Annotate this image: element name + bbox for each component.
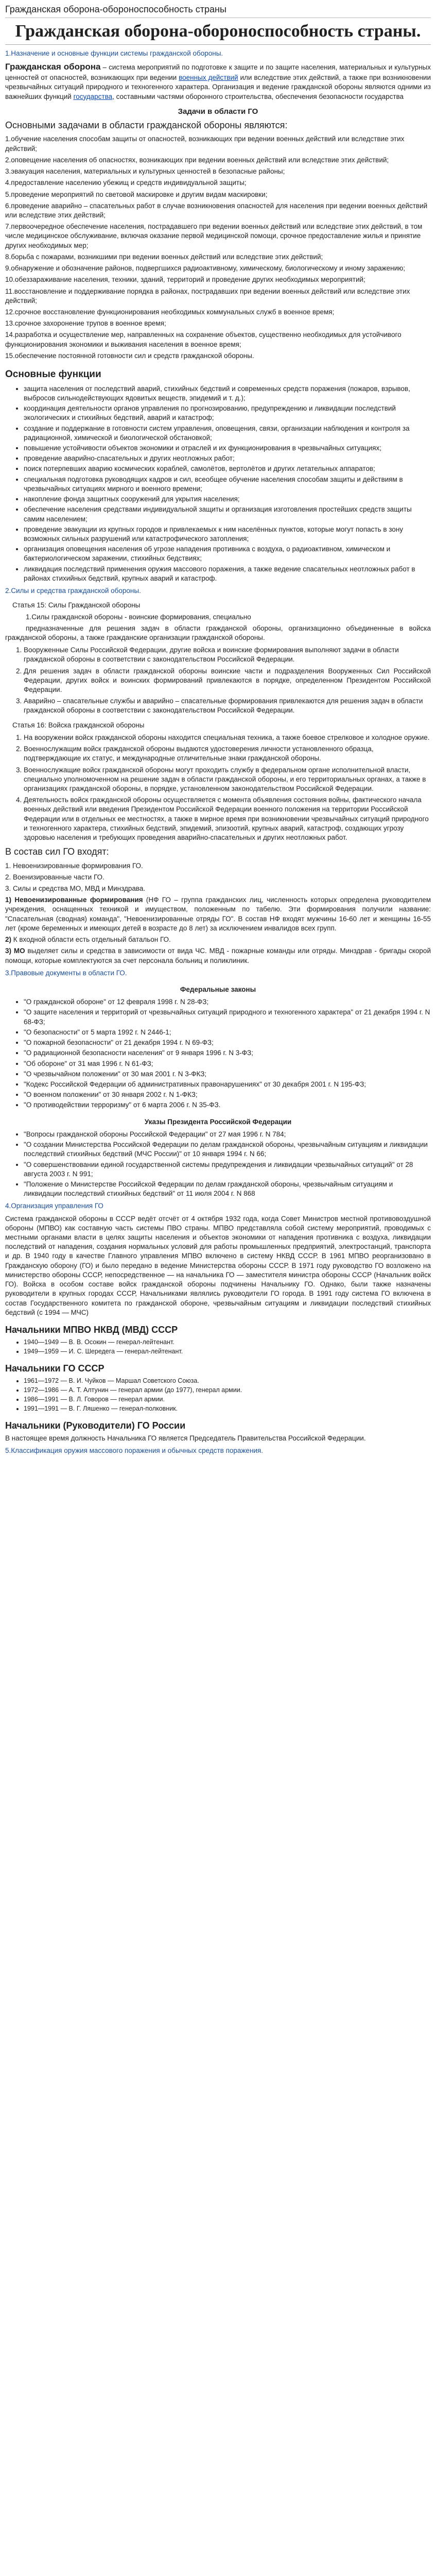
function-item: • проведение эвакуации из крупных городов и привлекаемых к ним населённых пунктов, которые могут попасть в зону возможных сильных разрушений или катастрофического затопления; bbox=[24, 525, 431, 544]
head-item: • 1940—1949 — В. В. Осокин — генерал-лейтенант. bbox=[24, 1338, 431, 1347]
mo-paragraph bbox=[5, 946, 431, 965]
task-item: 5.проведение мероприятий по световой маскировке и другим видам маскировки; bbox=[5, 190, 268, 198]
law-item: • "О чрезвычайном положении" от 30 мая 2001 г. N 3-ФКЗ; bbox=[24, 1070, 431, 1079]
vch-text: К входной области есть отдельный батальон ГО. bbox=[11, 936, 171, 944]
task-item: 12.срочное восстановление функционирования необходимых коммунальных служб в военное время; bbox=[5, 308, 335, 316]
function-item: • координация деятельности органов управления по прогнозированию, предупреждению и ликвидации последствий экологических и стихийных бедствий, аварий и катастроф; bbox=[24, 404, 431, 422]
intro-text-2: или вследствие этих действий, а также при возникновении чрезвычайных ситуаций природного и техногенного характера. Организация и ведение гражданской обороны являются одними из важнейших функций bbox=[5, 74, 431, 100]
tasks-subheading: Основными задачами в области гражданской обороны являются: bbox=[5, 120, 288, 131]
task-item: 13.срочное захоронение трупов в военное время; bbox=[5, 319, 166, 328]
task-item: 14.разработка и осуществление мер, направленных на сохранение объектов, существенно необходимых для устойчивого функционирования экономики и выживания населения в военное время; bbox=[5, 331, 402, 348]
function-item: • специальная подготовка руководящих кадров и сил, всеобщее обучение населения способам защиты и действиям в чрезвычайных ситуациях мирного и военного времени; bbox=[24, 475, 431, 494]
law-item: • "О гражданской обороне" от 12 февраля 1998 г. N 28-ФЗ; bbox=[24, 997, 431, 1007]
intro-term: Гражданская оборона bbox=[5, 62, 101, 72]
head-item: • 1991—1991 — В. Г. Ляшенко — генерал-полковник. bbox=[24, 1404, 431, 1413]
law-item: • "О радиационной безопасности населения" от 9 января 1996 г. N 3-ФЗ; bbox=[24, 1048, 431, 1058]
law-item: • "О военном положении" от 30 января 2002 г. N 1-ФКЗ; bbox=[24, 1090, 431, 1099]
law-item: • "О защите населения и территорий от чрезвычайных ситуаций природного и техногенного характера" от 21 декабря 1994 г. N 68-ФЗ; bbox=[24, 1008, 431, 1026]
decree-item: • "О создании Министерства Российской Федерации по делам гражданской обороны, чрезвычайным ситуациям и ликвидации последствий стихийных бедствий (МЧС России)" от 10 января 1994 г. N 66; bbox=[24, 1140, 431, 1159]
article-15-item: 3. Аварийно – спасательные службы и аварийно – спасательные формирования привлекаются для решения задач в области гражданской обороны в соответствии с законодательством Российской Федерации. bbox=[24, 697, 431, 715]
section-5-heading: 5.Классификация оружия массового поражения и обычных средств поражения. bbox=[5, 1447, 263, 1455]
law-item: • "О пожарной безопасности" от 21 декабря 1994 г. N 69-ФЗ; bbox=[24, 1038, 431, 1047]
nkvd-heads-list bbox=[16, 1338, 431, 1356]
decree-item: • "Положение о Министерстве Российской Федерации по делам гражданской обороны, чрезвычайным ситуациям и ликвидации последствий стихийных бедствий" от 11 июля 2004 г. N 868 bbox=[24, 1180, 431, 1198]
composition-item: 2. Военизированные части ГО. bbox=[5, 873, 104, 881]
task-item: 10.обеззараживание населения, техники, зданий, территорий и проведение других необходимых мероприятий; bbox=[5, 276, 365, 284]
task-item: 4.предоставление населению убежищ и средств индивидуальной защиты; bbox=[5, 179, 247, 187]
russia-heads-text: В настоящее время должность Начальника ГО является Председатель Правительства Российской Федерации. bbox=[5, 1434, 366, 1443]
article-16-item: 2. Военнослужащим войск гражданской обороны выдаются удостоверения личности установленного образца, подтверждающие их статус, и международные отличительные знаки гражданской обороны. bbox=[24, 744, 431, 763]
section-1-heading: 1.Назначение и основные функции системы гражданской обороны. bbox=[5, 49, 223, 58]
article-15-list bbox=[16, 646, 431, 716]
task-item: 8.борьба с пожарами, возникшими при ведении военных действий или вследствие этих действий; bbox=[5, 252, 323, 261]
function-item: • проведение аварийно-спасательных и других неотложных работ; bbox=[24, 454, 431, 463]
document-top-title: Гражданская оборона-обороноспособность страны bbox=[5, 3, 431, 18]
function-item: • создание и поддержание в готовности систем управления, оповещения, связи, организации наблюдения и контроля за радиационной, химической и биологической обстановкой; bbox=[24, 424, 431, 443]
decrees-heading: Указы Президента Российской Федерации bbox=[144, 1117, 292, 1126]
nvf-text: (НФ ГО – группа гражданских лиц, численность которых определена руководителем учреждения, оснащенных техникой и имуществом, положенным по табелю. Эти формирования получили название: "Спасательная (сводная) команда", "Невоенизированные отряды ГО". В состав НФ входят мужчины 16-60 лет и женщины 16-55 лет (кроме беременных и имеющих детей в возрасте до 8 лет) за исключением инвалидов всех групп. bbox=[5, 896, 431, 932]
article-16-list bbox=[16, 733, 431, 842]
function-item: • поиск потерпевших аварию космических кораблей, самолётов, вертолётов и других летательных аппаратов; bbox=[24, 464, 431, 473]
link-state[interactable]: государства bbox=[73, 92, 113, 100]
section-2-heading: 2.Силы и средства гражданской обороны. bbox=[5, 587, 141, 595]
section-4-heading: 4.Организация управления ГО bbox=[5, 1202, 103, 1210]
federal-laws-heading: Федеральные законы bbox=[180, 986, 256, 994]
russia-heads-heading: Начальники (Руководители) ГО России bbox=[5, 1420, 186, 1431]
task-item: 11.восстановление и поддерживание порядка в районах, пострадавших при ведении военных действий или вследствие этих действий; bbox=[5, 287, 410, 304]
mo-term: 3) МО bbox=[5, 947, 25, 955]
task-item: 7.первоочередное обеспечение населения, пострадавшего при ведении военных действий или вследствие этих действий, в том числе медицинское обслуживание, включая оказание первой медицинской помощи, срочное предоставление жилья и принятие других необходимых мер; bbox=[5, 223, 423, 249]
function-item: • накопление фонда защитных сооружений для укрытия населения; bbox=[24, 495, 431, 504]
history-paragraph: Система гражданской обороны в СССР ведёт отсчёт от 4 октября 1932 года, когда Совет Министров местной противовоздушной обороны (МПВО) как составную часть системы ПВО страны. МПВО представляла собой систему мероприятий, проводимых с местными органами власти в целях защиты населения и объектов экономики от нападения противника с воздуха, ликвидации последствий от нападения, создания нормальных условий для работы промышленных предприятий, электростанций, транспорта и др. В 1940 году в качестве Главного управления МПВО включено в систему НКВД СССР. В 1961 МПВО реорганизовано в Гражданскую оборону (ГО) и было передано в ведение Министерства обороны СССР. В 1971 году руководство ГО возложено на министерство обороны СССР, непосредственное — на начальника ГО — заместителя министра обороны СССР (Начальник войск ГО). Войска в особом составе войск гражданской обороны подчинены Начальнику ГО. Однако, были также назначены руководители в крупных городах СССР, Начальниками являлись руководители ГО города. В 1991 году система ГО включена в состав Государственного комитета по гражданской обороне, чрезвычайным ситуациям и ликвидации последствий стихийных бедствий (с 1994 — МЧС) bbox=[5, 1214, 431, 1316]
vch-paragraph bbox=[5, 935, 431, 944]
functions-heading: Основные функции bbox=[5, 369, 101, 380]
intro-text-3: , составными частями оборонного строительства, обеспечения безопасности государства bbox=[112, 92, 404, 100]
intro-text-1: – система мероприятий по подготовке к защите и по защите населения, материальных и культурных ценностей от опасностей, возникающих при ведении bbox=[5, 63, 431, 82]
head-item: • 1986—1991 — В. Л. Говоров — генерал армии. bbox=[24, 1395, 431, 1404]
vch-term: 2) bbox=[5, 936, 12, 944]
mo-text: выделяет силы и средства в зависимости от вида ЧС. МВД - пожарные команды или отряды. Минздрав - бригады скорой помощи, которые комплектуются за счет персонала больниц и поликлиник. bbox=[5, 947, 431, 964]
article-16-item: 1. На вооружении войск гражданской обороны находится специальная техника, а также боевое стрелковое и холодное оружие. bbox=[24, 733, 431, 742]
head-item: • 1949—1959 — И. С. Шередега — генерал-лейтенант. bbox=[24, 1347, 431, 1356]
article-15-title: Статья 15: Силы Гражданской обороны bbox=[12, 601, 141, 609]
law-item: • "Об обороне" от 31 мая 1996 г. N 61-ФЗ; bbox=[24, 1059, 431, 1069]
function-item: • организация оповещения населения об угрозе нападения противника с воздуха, о радиоактивном, химическом и бактериологическом заражении, стихийных бедствиях; bbox=[24, 545, 431, 563]
law-item: • "О противодействии терроризму" от 6 марта 2006 г. N 35-ФЗ. bbox=[24, 1100, 431, 1110]
law-item: • "О безопасности" от 5 марта 1992 г. N 2446-1; bbox=[24, 1028, 431, 1037]
tasks-list bbox=[5, 134, 431, 361]
intro-paragraph bbox=[5, 61, 431, 101]
functions-list bbox=[16, 384, 431, 583]
ussr-heads-list bbox=[16, 1377, 431, 1413]
article-15-paragraph-1: 1.Силы гражданской обороны - воинские формирования, специально bbox=[26, 613, 251, 621]
function-item: • защита населения от последствий аварий, стихийных бедствий и современных средств поражения (пожаров, взрывов, выбросов сильнодействующих ядовитых веществ, эпидемий и т. д.); bbox=[24, 384, 431, 403]
tasks-heading: Задачи в области ГО bbox=[178, 107, 258, 116]
nkvd-heads-heading: Начальники МПВО НКВД (МВД) СССР bbox=[5, 1325, 178, 1335]
function-item: • повышение устойчивости объектов экономики и отраслей и их функционирования в чрезвычайных ситуациях; bbox=[24, 444, 431, 453]
decree-item: • "О совершенствовании единой государственной системы предупреждения и ликвидации чрезвычайных ситуаций" от 28 августа 2003 г. N 991; bbox=[24, 1160, 431, 1179]
article-15-item: 1. Вооруженные Силы Российской Федерации, другие войска и воинские формирования выполняют задачи в области гражданской обороны в соответствии с законодательством Российской Федерации. bbox=[24, 646, 431, 664]
nvf-paragraph bbox=[5, 895, 431, 933]
head-item: • 1961—1972 — В. И. Чуйков — Маршал Советского Союза. bbox=[24, 1377, 431, 1385]
section-3-heading: 3.Правовые документы в области ГО. bbox=[5, 969, 127, 977]
nvf-term: 1) Невоенизированные формирования bbox=[5, 896, 143, 904]
task-item: 3.эвакуация населения, материальных и культурных ценностей в безопасные районы; bbox=[5, 167, 285, 176]
function-item: • обеспечение населения средствами индивидуальной защиты и организация изготовления простейших средств защиты самим населением; bbox=[24, 505, 431, 523]
task-item: 2.оповещение населения об опасностях, возникающих при ведении военных действий или вследствие этих действий; bbox=[5, 156, 389, 164]
article-16-title: Статья 16: Войска гражданской обороны bbox=[12, 721, 145, 729]
article-16-item: 3. Военнослужащие войск гражданской обороны могут проходить службу в федеральном органе исполнительной власти, специально уполномоченном на решение задач в области гражданской обороны, и его территориальных органах, а также в организациях гражданской обороны, в порядке, установленном законодательством Российской Федерации. bbox=[24, 766, 431, 794]
task-item: 1.обучение населения способам защиты от опасностей, возникающих при ведении военных действий или вследствие этих действий; bbox=[5, 135, 405, 152]
document-main-title: Гражданская оборона-обороноспособность страны. bbox=[5, 21, 431, 45]
article-16-item: 4. Деятельность войск гражданской обороны осуществляется с момента объявления состояния войны, фактического начала военных действий или введения Президентом Российской Федерации военного положения на территории Российской Федерации или в отдельных ее местностях, а также в мирное время при возникновении чрезвычайных ситуаций природного и техногенного характера, стихийных бедствий, эпидемий, эпизоотий, крупных аварий, катастроф, создающих угрозу здоровью населения и требующих проведения аварийно-спасательных и других неотложных работ. bbox=[24, 795, 431, 842]
task-item: 15.обеспечение постоянной готовности сил и средств гражданской обороны. bbox=[5, 351, 254, 360]
task-item: 6.проведение аварийно – спасательных работ в случае возникновения опасностей для населения при ведении военных действий или вследствие этих действий; bbox=[5, 201, 428, 219]
head-item: • 1972—1986 — А. Т. Алтунин — генерал армии (до 1977), генерал армии. bbox=[24, 1386, 431, 1395]
article-15-item: 2. Для решения задач в области гражданской обороны воинские части и подразделения Вооруженных Сил Российской Федерации, других войск и воинских формирований привлекаются в порядке, определенном Президентом Российской Федерации. bbox=[24, 667, 431, 695]
article-15-paragraph-2: предназначенные для решения задач в области гражданской обороны, организационно объединенные в войска гражданской обороны, а также гражданские организации гражданской обороны. bbox=[5, 624, 431, 641]
composition-heading: В состав сил ГО входят: bbox=[5, 846, 109, 857]
composition-item: 1. Невоенизированные формирования ГО. bbox=[5, 861, 143, 870]
composition-item: 3. Силы и средства МО, МВД и Минздрава. bbox=[5, 885, 146, 893]
ussr-heads-heading: Начальники ГО СССР bbox=[5, 1363, 104, 1374]
law-item: • "Кодекс Российской Федерации об административных правонарушениях" от 30 декабря 2001 г. N 195-ФЗ; bbox=[24, 1080, 431, 1089]
link-military-actions[interactable]: военных действий bbox=[179, 74, 238, 82]
federal-laws-list bbox=[16, 997, 431, 1110]
function-item: • ликвидация последствий применения оружия массового поражения, а также ведение спасательных неотложных работ в районах стихийных бедствий, крупных аварий и катастроф. bbox=[24, 565, 431, 583]
task-item: 9.обнаружение и обозначение районов, подвергшихся радиоактивному, химическому, биологическому и иному заражению; bbox=[5, 264, 406, 273]
decrees-list bbox=[16, 1130, 431, 1199]
decree-item: • "Вопросы гражданской обороны Российской Федерации" от 27 мая 1996 г. N 784; bbox=[24, 1130, 431, 1139]
